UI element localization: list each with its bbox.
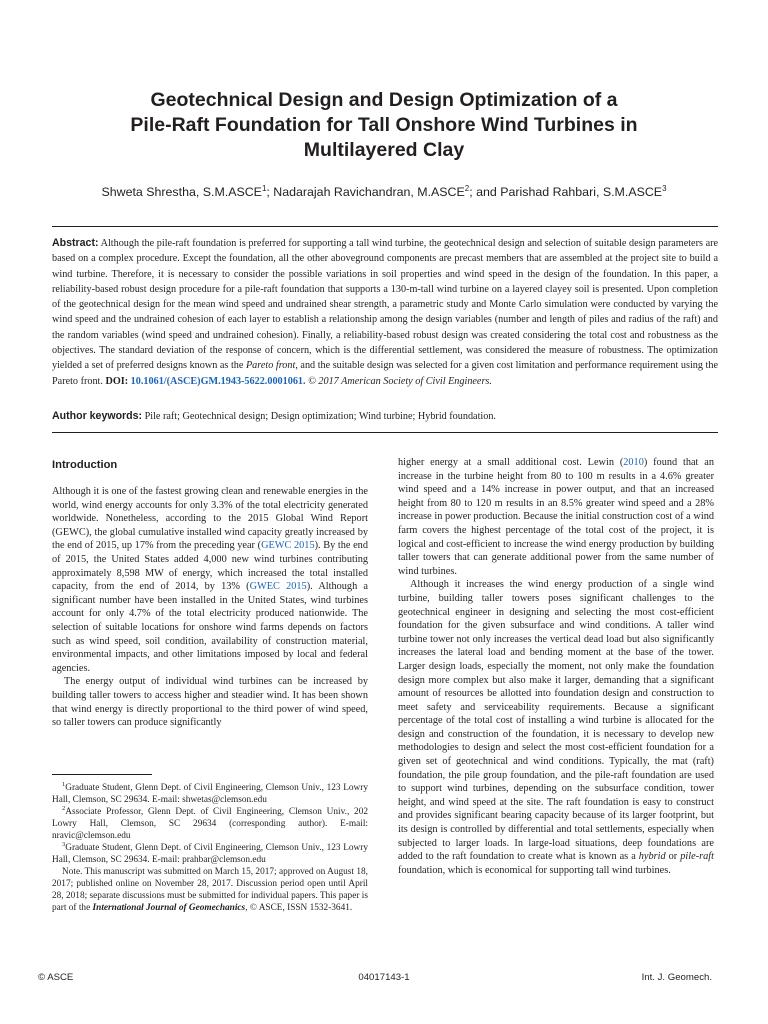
author-2: ; Nadarajah Ravichandran, M.ASCE bbox=[266, 185, 465, 199]
abstract bbox=[52, 236, 718, 389]
author-list bbox=[40, 184, 728, 200]
footer-page-number: 04017143-1 bbox=[358, 972, 410, 983]
pareto-front-term: Pareto front bbox=[245, 360, 296, 372]
abstract-copyright: © 2017 American Society of Civil Engineers. bbox=[305, 375, 492, 387]
journal-name: International Journal of Geomechanics bbox=[92, 903, 246, 913]
keywords-bottom-rule bbox=[52, 432, 718, 433]
title-line-1: Geotechnical Design and Design Optimization of a bbox=[150, 89, 618, 111]
footnote-3: $^3$Graduate Student, Glenn Dept. of Civil Engineering, Clemson Univ., 123 Lowry Hall, Clemson, SC 29634. E-mail: prahbar@clemson.edu bbox=[52, 840, 368, 865]
author-3: ; and Parishad Rahbari, S.M.ASCE bbox=[469, 185, 663, 199]
footnote-2: $^2$Associate Professor, Glenn Dept. of Civil Engineering, Clemson Univ., 202 Lowry Hall, Clemson, SC 29634 (corresponding author). E-mail: nravic@clemson.edu bbox=[52, 804, 368, 841]
author-3-affil: 3 bbox=[662, 183, 667, 193]
footer-copyright: © ASCE bbox=[38, 972, 74, 983]
citation-lewin-2010[interactable]: 2010 bbox=[623, 457, 644, 468]
abstract-label: Abstract: bbox=[52, 237, 99, 249]
intro-paragraph-4: Although it increases the wind energy production of a single wind turbine, building taller towers poses significant challenges to the geotechnical engineer in designing and selecting the most cost-efficient foundation for the given subsurface and wind conditions. A taller wind turbine tower not only increases the vertical dead load but also significantly increases the lateral load and bending moment at the base of the tower. Larger design loads, especially the moment, not only make the foundation design more complex but also make it larger, demanding that a significant amount of resources be allotted into foundation design and construction to meet safety and serviceability requirements. Because a significant percentage of the total cost of installing a wind turbine is allocated for the design and construction of the foundation, it is necessary to develop new methodologies to design and select the most cost-efficient foundation for a given set of geotechnical and wind conditions. Typically, the mat (raft) foundation, the pile group foundation, and the pile-raft foundation are used to support wind turbines, depending on the subsurface condition, tower height, and wind speed at the site. The raft foundation is easy to construct and provides significant bearing capacity because of its larger footprint, but its design is controlled by differential and total settlements, especially when subjected to larger loads. In large-load situations, deep foundations are added to the raft foundation to create what is known as a hybrid or pile-raft foundation, which is economical for supporting tall wind turbines. bbox=[398, 579, 714, 876]
right-column bbox=[398, 456, 714, 877]
author-keywords bbox=[52, 409, 718, 424]
doi-link[interactable]: 10.1061/(ASCE)GM.1943-5622.0001061. bbox=[130, 375, 306, 387]
hybrid-term: hybrid bbox=[638, 851, 666, 863]
citation-gwec-2015[interactable]: GWEC 2015 bbox=[249, 581, 307, 593]
intro-paragraph-3: higher energy at a small additional cost. Lewin (2010) found that an increase in the turbine height from 80 to 100 m results in a 4.6% greater wind speed and a 14% increase in power output, and that an increased height from 80 to 120 m results in an 8.5% greater wind speed and a 28% increase in power production. Because the initial construction cost of a wind farm covers the highest percentage of the total cost of the project, it is logical and cost-efficient to increase the wind energy production by building taller towers that can generate additional power from the same number of wind turbines. bbox=[398, 457, 714, 577]
keywords-label: Author keywords: bbox=[52, 410, 143, 422]
abstract-text: Although the pile-raft foundation is preferred for supporting a tall wind turbine, the geotechnical design and selection of suitable design parameters are based on a complex procedure. Except the foundation, all the other aboveground components are precast members that are assembled at the project site to build a wind turbine. Therefore, it is necessary to consider the possible variations in soil properties and wind speed in the design of the foundation. In this paper, a reliability-based robust design procedure for a pile-raft foundation that supports a 130-m-tall wind turbine on a layered clayey soil is presented. Upon completion of the geotechnical design for the mean wind speed and undrained shear strength, a parametric study and Monte Carlo simulation were conducted by varying the wind speed and the undrained cohesion of each layer to establish a relationship among the design variables (number and length of piles and radius of the raft) and the random variables (wind speed and undrained cohesion). Finally, a reliability-based robust design was created considering the total cost and robustness as the objectives. The standard deviation of the response of concern, which is the differential settlement, was considered the measure of robustness. The optimization yielded a set of preferred designs known as the bbox=[52, 238, 719, 372]
footnote-1: $^1$Graduate Student, Glenn Dept. of Civil Engineering, Clemson Univ., 123 Lowry Hall, Clemson, SC 29634. E-mail: shwetas@clemson.edu bbox=[52, 780, 368, 805]
title-line-3: Multilayered Clay bbox=[303, 139, 465, 161]
intro-paragraph-2: The energy output of individual wind turbines can be increased by building taller towers to access higher and steadier wind. It has been shown that wind energy is directly proportional to the third power of wind speed, so taller towers can produce significantly bbox=[52, 676, 368, 729]
keywords-text: Pile raft; Geotechnical design; Design optimization; Wind turbine; Hybrid foundation. bbox=[144, 411, 496, 422]
left-column bbox=[52, 458, 368, 730]
paper-title bbox=[40, 88, 728, 163]
author-1-affil: 1 bbox=[261, 183, 267, 193]
pile-raft-term: pile-raft bbox=[680, 851, 714, 863]
citation-gewc-2015[interactable]: GEWC 2015 bbox=[261, 540, 315, 552]
author-2-affil: 2 bbox=[464, 183, 470, 193]
title-line-2: Pile-Raft Foundation for Tall Onshore Wind Turbines in bbox=[130, 114, 638, 136]
abstract-top-rule bbox=[52, 226, 718, 227]
footnote-rule bbox=[52, 774, 152, 775]
author-1: Shweta Shrestha, S.M.ASCE bbox=[101, 185, 262, 199]
submission-note: Note. This manuscript was submitted on March 15, 2017; approved on August 18, 2017; published online on November 28, 2017. Discussion period open until April 28, 2018; separate discussions must be submitted for individual papers. This paper is part of the International Journal of Geomechanics, © ASCE, ISSN 1532-3641. bbox=[52, 867, 368, 913]
abstract-text-end: , and the suitable design was selected for a given cost limitation and performance requirement using the Pareto front. bbox=[52, 360, 718, 387]
doi-label: DOI: bbox=[105, 375, 129, 387]
section-heading-introduction: Introduction bbox=[52, 459, 118, 471]
footnotes bbox=[52, 782, 368, 914]
intro-paragraph-1: Although it is one of the fastest growing clean and renewable energies in the world, wind energy accounts for only 3.3% of the total electricity generated worldwide. Nonetheless, according to the 2015 Global Wind Report (GEWC), the global cumulative installed wind capacity greatly increased by the end of 2015, up 17% from the preceding year (GEWC 2015). By the end of 2015, the United States added 4,000 new wind turbines contributing approximately 8,598 MW of energy, which increased the total installed capacity, from the end of 2014, by 13% (GWEC 2015). Although a significant number have been installed in the United States, wind turbines account for only 4.7% of the total electricity produced nationwide. The selection of suitable locations for onshore wind farms depends on factors such as wind speed, soil condition, availability of construction material, environmental impacts, and other limitations imposed by local and federal agencies. bbox=[52, 486, 369, 674]
footer-journal: Int. J. Geomech. bbox=[641, 972, 712, 983]
